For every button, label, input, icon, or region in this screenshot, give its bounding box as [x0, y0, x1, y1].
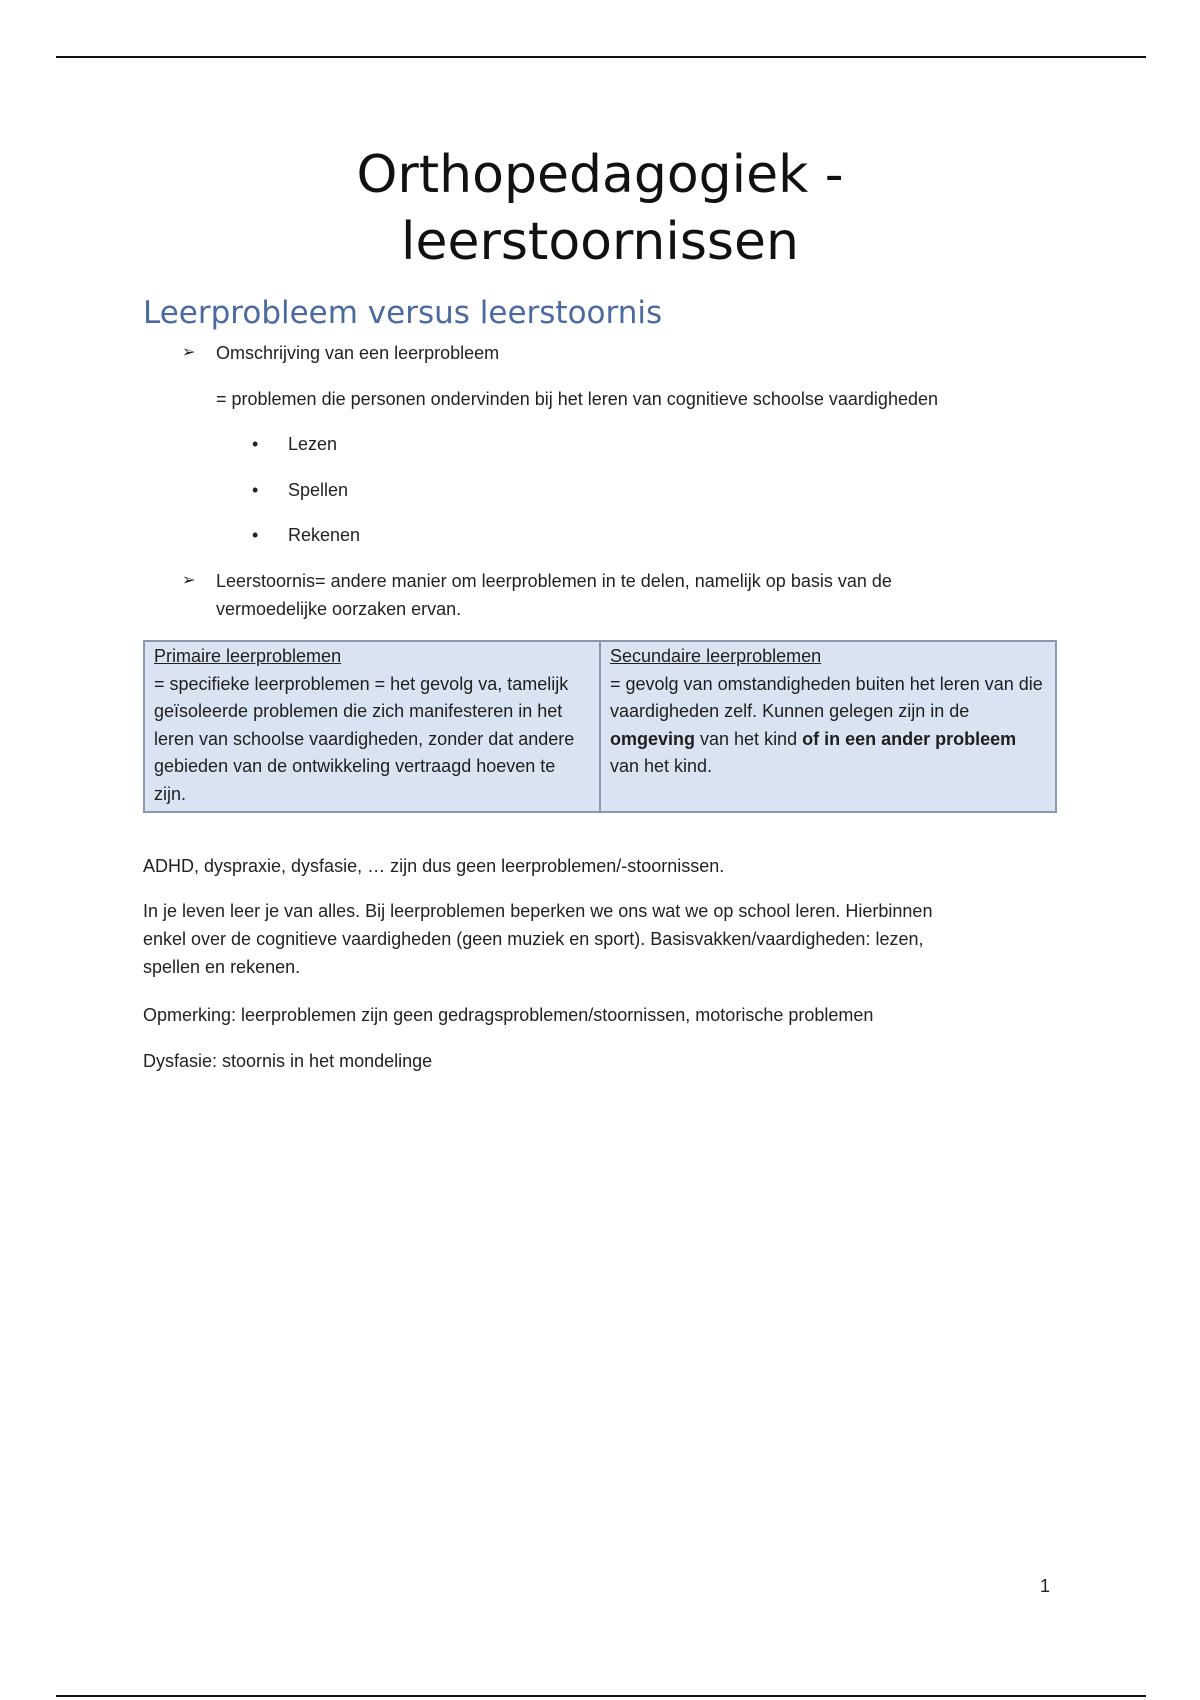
list-item-text	[216, 567, 892, 623]
secondary-body: = gevolg van omstandigheden buiten het leren van die vaardigheden zelf. Kunnen gelegen zijn in de omgeving van het kind of in een ander probleem van het kind.	[610, 673, 1043, 776]
paragraph-line: enkel over de cognitieve vaardigheden (geen muziek en sport). Basisvakken/vaardigheden: lezen,	[143, 929, 924, 949]
section-heading: Leerprobleem versus leerstoornis	[143, 295, 663, 331]
paragraph-leven	[143, 897, 932, 981]
header-rule	[56, 56, 1146, 58]
primary-body: = specifieke leerproblemen = het gevolg va, tamelijk geïsoleerde problemen die zich manifesteren in het leren van schoolse vaardigheden, zonder dat andere gebieden van de ontwikkeling vertraagd hoeven te zijn.	[154, 673, 575, 804]
bullet-text: Rekenen	[288, 525, 361, 545]
page-number: 1	[1040, 1576, 1051, 1596]
list-item-text: Omschrijving van een leerprobleem	[216, 343, 500, 363]
list-item-leerstoornis	[182, 567, 892, 623]
footer-rule	[56, 1695, 1146, 1697]
paragraph-dysfasie: Dysfasie: stoornis in het mondelinge	[143, 1051, 433, 1071]
primary-header: Primaire leerproblemen	[154, 646, 342, 666]
list-item-line-1: Leerstoornis= andere manier om leerproblemen in te delen, namelijk op basis van de	[216, 571, 892, 591]
bold-omgeving: omgeving	[610, 728, 696, 749]
secondary-header: Secundaire leerproblemen	[610, 646, 822, 666]
bullet-text: Spellen	[288, 480, 349, 500]
bullet-text: Lezen	[288, 434, 338, 454]
bullet-icon: •	[252, 480, 259, 500]
arrow-bullet-icon: ➢	[182, 572, 196, 589]
arrow-bullet-icon: ➢	[182, 344, 196, 361]
paragraph-line: In je leven leer je van alles. Bij leerproblemen beperken we ons wat we op school leren. Hierbinnen	[143, 901, 933, 921]
paragraph-adhd: ADHD, dyspraxie, dysfasie, … zijn dus geen leerproblemen/-stoornissen.	[143, 856, 725, 876]
document-title	[200, 142, 1000, 276]
definition-text: = problemen die personen ondervinden bij het leren van cognitieve schoolse vaardigheden	[216, 389, 938, 409]
list-item-line-2: vermoedelijke oorzaken ervan.	[216, 599, 462, 619]
comparison-table	[143, 640, 1057, 813]
bullet-icon: •	[252, 525, 259, 545]
list-item-omschrijving	[182, 339, 499, 367]
title-line-1: Orthopedagogiek -	[356, 145, 844, 205]
table-row	[144, 641, 1056, 812]
primary-cell	[144, 641, 600, 812]
paragraph-line: spellen en rekenen.	[143, 957, 301, 977]
bold-ander-probleem: of in een ander probleem	[802, 728, 1017, 749]
bullet-icon: •	[252, 434, 259, 454]
secondary-cell	[600, 641, 1056, 812]
title-line-2: leerstoornissen	[401, 212, 799, 272]
list-item	[252, 430, 337, 458]
list-item	[252, 521, 360, 549]
paragraph-opmerking: Opmerking: leerproblemen zijn geen gedragsproblemen/stoornissen, motorische problemen	[143, 1005, 874, 1025]
list-item	[252, 476, 348, 504]
